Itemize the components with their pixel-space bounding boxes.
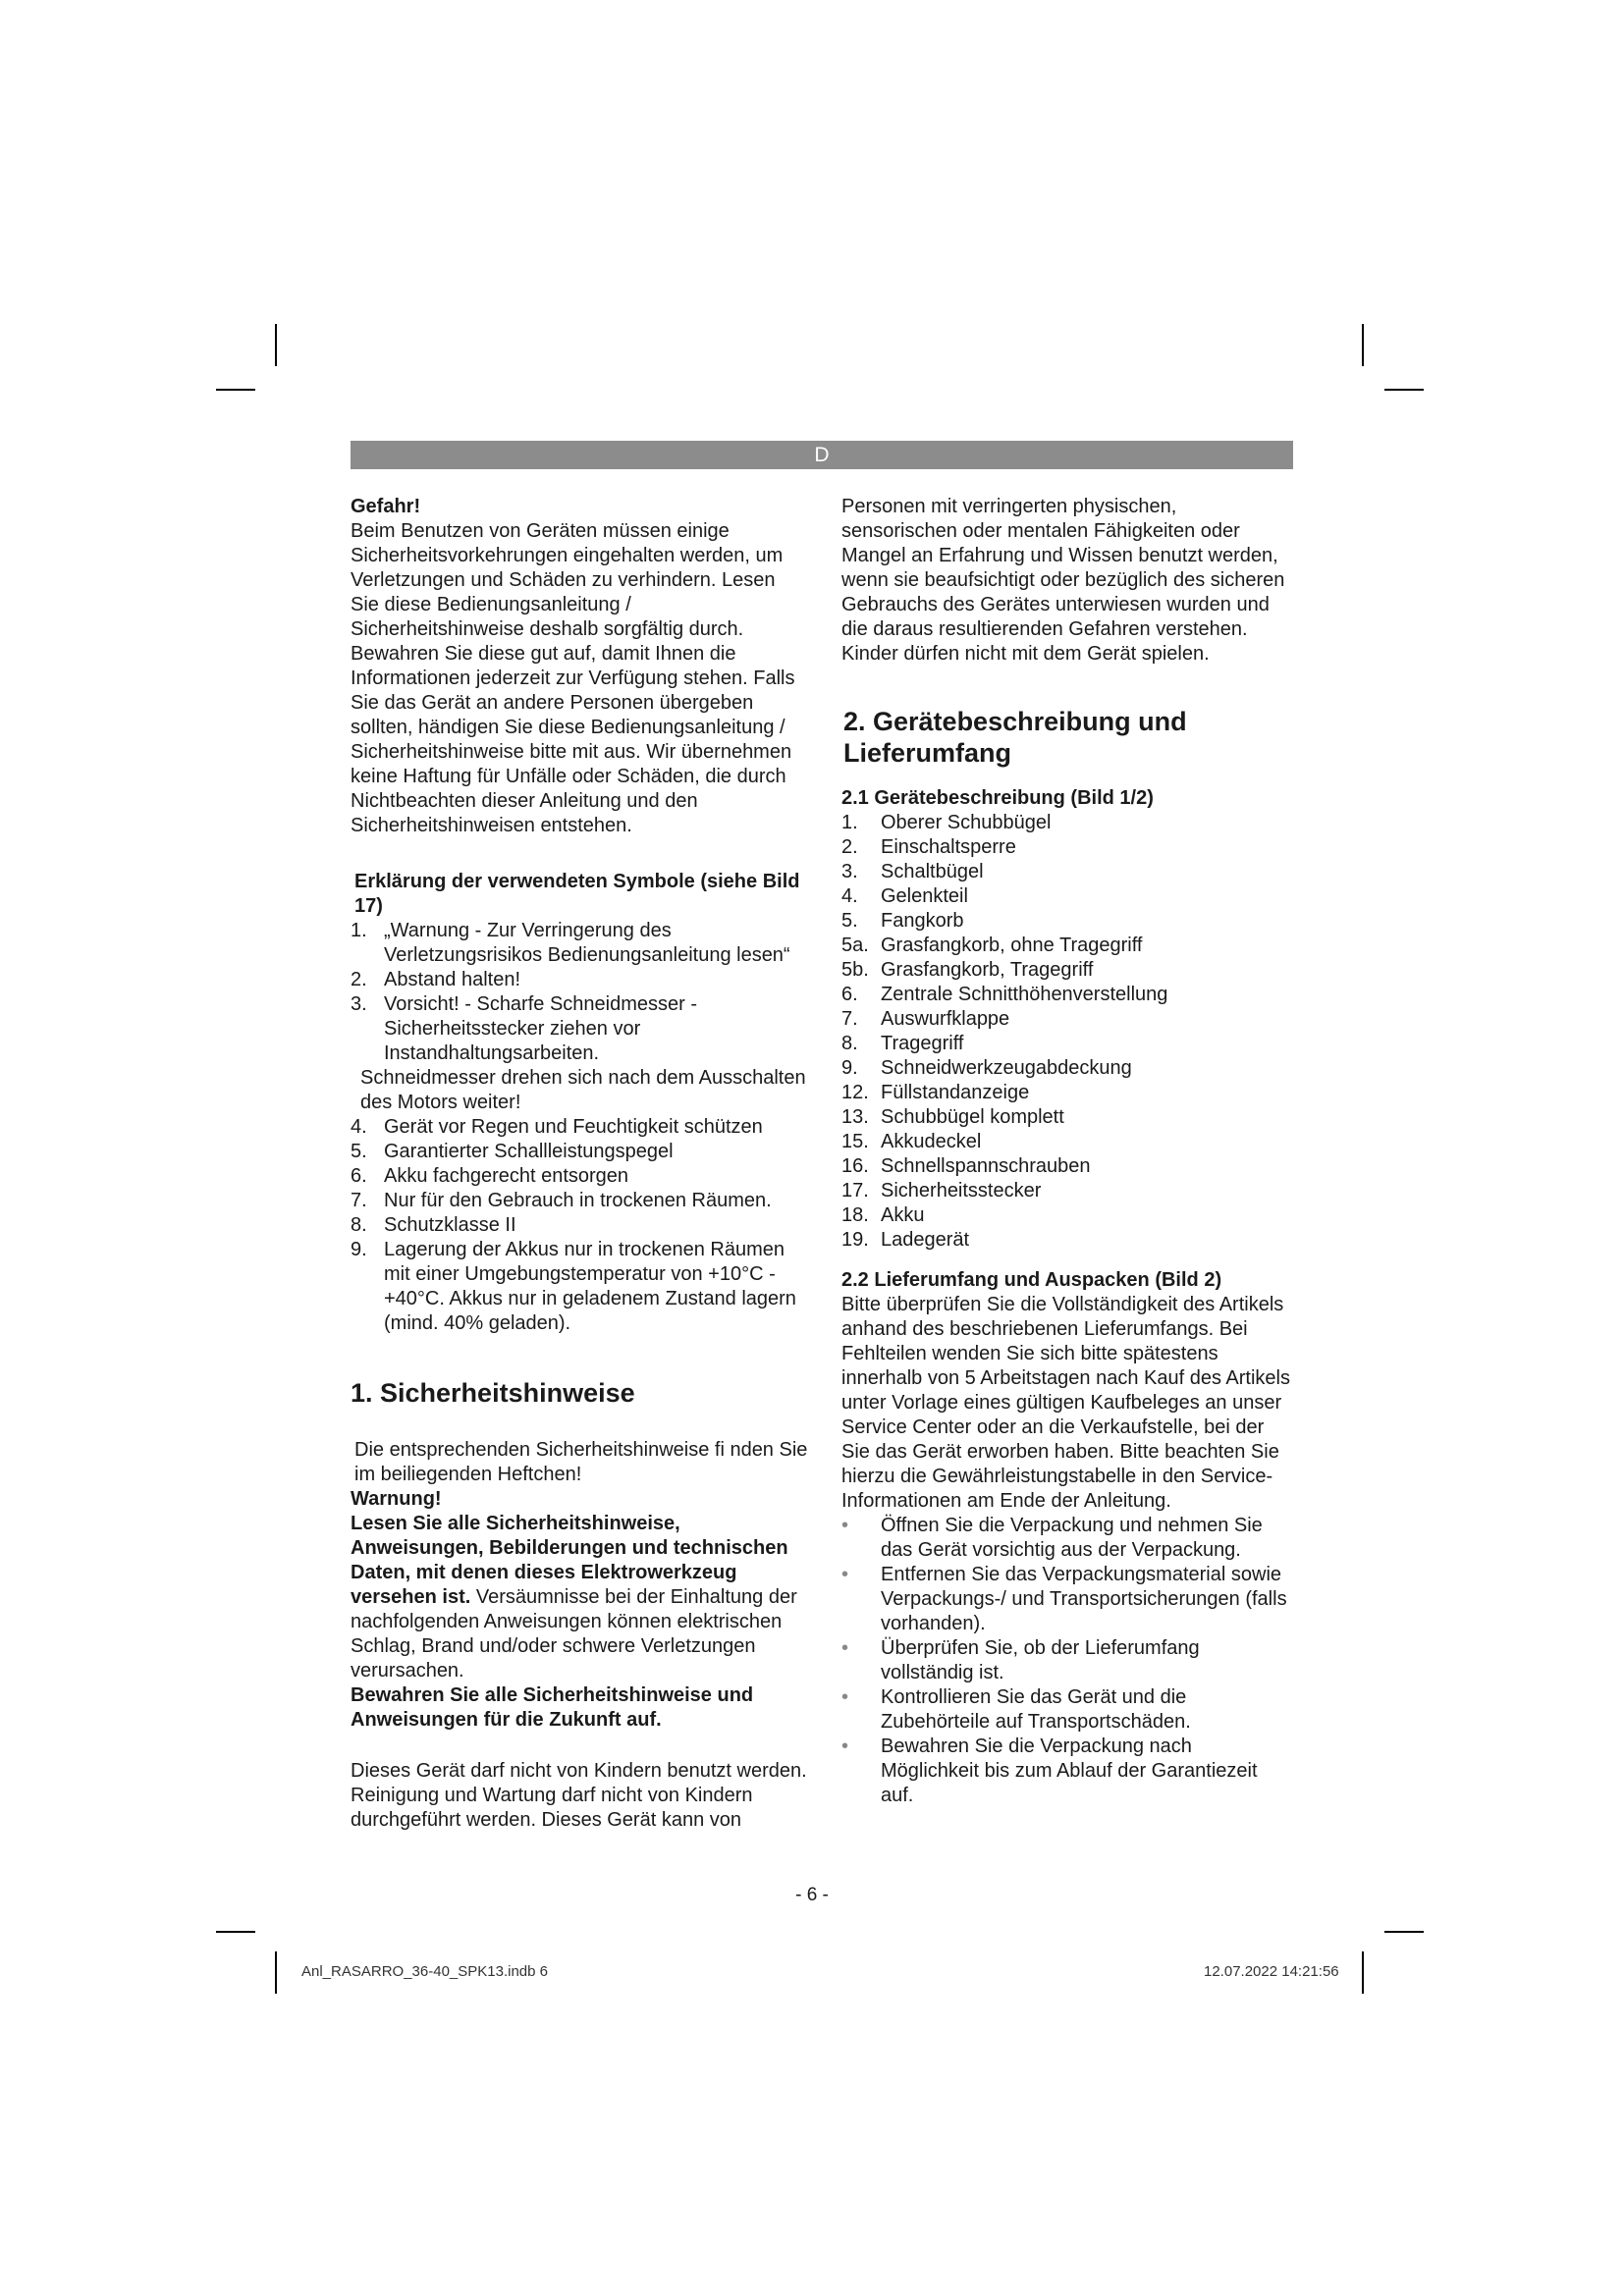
part-number: 15.: [841, 1131, 869, 1152]
bullet-icon: •: [841, 1515, 849, 1536]
subsection-2-2-title: 2.2 Lieferumfang und Auspacken (Bild 2): [841, 1269, 1222, 1291]
symbol-number: 7.: [351, 1190, 367, 1211]
symbol-number: 3.: [351, 993, 367, 1015]
part-text: Füllstandanzeige: [881, 1082, 1030, 1103]
symbol-number: 5.: [351, 1141, 367, 1162]
step-text: Entfernen Sie das Verpackungsmaterial sowie Verpackungs-/ und Transportsicherungen (falls vorhanden).: [881, 1564, 1287, 1634]
language-code: D: [814, 444, 830, 466]
crop-mark: [275, 1951, 277, 1994]
symbol-text: „Warnung - Zur Verringerung des Verletzungsrisikos Bedienungsanleitung lesen“: [384, 920, 790, 966]
parts-list: [841, 811, 1295, 1253]
page-number: - 6 -: [795, 1885, 829, 1905]
keep-instructions: Bewahren Sie alle Sicherheitshinweise und Anweisungen für die Zukunft auf.: [351, 1684, 754, 1731]
warning-paragraph: [351, 1512, 808, 1683]
part-item: [841, 860, 1295, 884]
part-number: 3.: [841, 861, 858, 882]
crop-mark: [1384, 389, 1424, 391]
bullet-icon: •: [841, 1686, 849, 1708]
danger-title: Gefahr!: [351, 496, 421, 517]
left-column: [351, 495, 808, 1833]
part-number: 6.: [841, 984, 858, 1005]
crop-mark: [1384, 1931, 1424, 1933]
part-item: [841, 1228, 1295, 1253]
part-number: 7.: [841, 1008, 858, 1030]
children-text-continued: Personen mit verringerten physischen, sensorischen oder mentalen Fähigkeiten oder Mangel an Erfahrung und Wissen benutzt werden, wenn sie beaufsichtigt oder bezüglich des sicheren Gebrauchs des Gerätes unterwiesen wurden und die daraus resultierenden Gefahren verstehen. Kinder dürfen nicht mit dem Gerät spielen.: [841, 496, 1285, 665]
symbol-text: Gerät vor Regen und Feuchtigkeit schützen: [384, 1116, 763, 1138]
symbol-item: [351, 992, 808, 1066]
symbol-text: Abstand halten!: [384, 969, 520, 990]
symbol-number: 6.: [351, 1165, 367, 1187]
symbol-number: 4.: [351, 1116, 367, 1138]
part-item: [841, 1007, 1295, 1032]
part-item: [841, 958, 1295, 983]
step-item: [841, 1636, 1295, 1685]
step-item: [841, 1514, 1295, 1563]
part-number: 5b.: [841, 959, 869, 981]
part-number: 5.: [841, 910, 858, 932]
bullet-icon: •: [841, 1735, 849, 1757]
crop-mark: [216, 1931, 255, 1933]
part-text: Schneidwerkzeugabdeckung: [881, 1057, 1132, 1079]
section1-title: 1. Sicherheitshinweise: [351, 1378, 635, 1408]
symbol-item: [351, 968, 808, 992]
part-number: 9.: [841, 1057, 858, 1079]
part-number: 1.: [841, 812, 858, 833]
part-text: Fangkorb: [881, 910, 964, 932]
symbol-text: Schutzklasse II: [384, 1214, 516, 1236]
symbol-number: 2.: [351, 969, 367, 990]
part-number: 2.: [841, 836, 858, 858]
part-item: [841, 835, 1295, 860]
footer-filename: Anl_RASARRO_36-40_SPK13.indb 6: [301, 1963, 548, 1980]
symbol-number: [351, 1066, 360, 1115]
part-item: [841, 1179, 1295, 1203]
part-number: 19.: [841, 1229, 869, 1251]
warning-bold: Lesen Sie alle Sicherheitshinweise, Anweisungen, Bebilderungen und technischen Daten, mit denen dieses Elektrowerkzeug versehen ist.: [351, 1513, 788, 1608]
part-item: [841, 811, 1295, 835]
part-text: Einschaltsperre: [881, 836, 1016, 858]
bullet-icon: •: [841, 1637, 849, 1659]
symbol-item: [351, 1164, 808, 1189]
symbol-text: Nur für den Gebrauch in trockenen Räumen.: [384, 1190, 772, 1211]
symbol-number: 1.: [351, 920, 367, 941]
part-text: Akku: [881, 1204, 925, 1226]
step-text: Überprüfen Sie, ob der Lieferumfang vollständig ist.: [881, 1637, 1200, 1683]
symbol-number: 9.: [351, 1239, 367, 1260]
subsection-2-2-text: Bitte überprüfen Sie die Vollständigkeit des Artikels anhand des beschriebenen Lieferumfangs. Bei Fehlteilen wenden Sie sich bitte spätestens innerhalb von 5 Arbeitstagen nach Kauf des Artikels unter Vorlage eines gültigen Kaufbeleges an unser Service Center oder an die Verkaufstelle, bei der Sie das Gerät erworben haben. Bitte beachten Sie hierzu die Gewährleistungstabelle in den Service-Informationen am Ende der Anleitung.: [841, 1294, 1290, 1512]
symbol-text: Vorsicht! - Scharfe Schneidmesser - Sicherheitsstecker ziehen vor Instandhaltungsarbeiten.: [384, 993, 698, 1064]
symbol-item: [351, 1213, 808, 1238]
symbol-item: [351, 1140, 808, 1164]
warning-label: Warnung!: [351, 1488, 442, 1510]
step-item: [841, 1685, 1295, 1735]
part-number: 5a.: [841, 934, 869, 956]
part-item: [841, 1081, 1295, 1105]
part-item: [841, 884, 1295, 909]
step-item: [841, 1563, 1295, 1636]
crop-mark: [1362, 1951, 1364, 1994]
part-item: [841, 1032, 1295, 1056]
part-text: Auswurfklappe: [881, 1008, 1010, 1030]
part-text: Schaltbügel: [881, 861, 984, 882]
symbol-text: Garantierter Schallleistungspegel: [384, 1141, 674, 1162]
part-item: [841, 1154, 1295, 1179]
step-text: Kontrollieren Sie das Gerät und die Zubehörteile auf Transportschäden.: [881, 1686, 1191, 1733]
symbol-item: [351, 1066, 808, 1115]
warning-text: Versäumnisse bei der Einhaltung der nachfolgenden Anweisungen können elektrischen Schlag, Brand und/oder schwere Verletzungen verursachen.: [351, 1586, 797, 1682]
symbols-list: [351, 919, 808, 1336]
crop-mark: [216, 389, 255, 391]
part-number: 17.: [841, 1180, 869, 1201]
part-text: Grasfangkorb, Tragegriff: [881, 959, 1094, 981]
part-number: 18.: [841, 1204, 869, 1226]
crop-mark: [1362, 324, 1364, 366]
unpacking-steps-list: [841, 1514, 1295, 1808]
bullet-icon: •: [841, 1564, 849, 1585]
part-number: 13.: [841, 1106, 869, 1128]
symbol-text: Schneidmesser drehen sich nach dem Ausschalten des Motors weiter!: [360, 1067, 806, 1113]
symbol-item: [351, 1238, 808, 1336]
symbol-number: 8.: [351, 1214, 367, 1236]
part-text: Gelenkteil: [881, 885, 968, 907]
part-text: Tragegriff: [881, 1033, 964, 1054]
part-item: [841, 983, 1295, 1007]
part-text: Sicherheitsstecker: [881, 1180, 1042, 1201]
right-column: [841, 495, 1295, 1808]
part-item: [841, 1203, 1295, 1228]
part-item: [841, 1130, 1295, 1154]
step-text: Bewahren Sie die Verpackung nach Möglichkeit bis zum Ablauf der Garantiezeit auf.: [881, 1735, 1258, 1806]
symbol-item: [351, 1189, 808, 1213]
part-text: Schnellspannschrauben: [881, 1155, 1091, 1177]
part-number: 4.: [841, 885, 858, 907]
symbols-title: Erklärung der verwendeten Symbole (siehe Bild 17): [354, 871, 800, 917]
part-text: Zentrale Schnitthöhenverstellung: [881, 984, 1168, 1005]
part-item: [841, 1105, 1295, 1130]
part-text: Oberer Schubbügel: [881, 812, 1052, 833]
language-header-bar: [351, 441, 1293, 469]
symbol-item: [351, 919, 808, 968]
part-item: [841, 909, 1295, 934]
section2-title: 2. Gerätebeschreibung und Lieferumfang: [843, 707, 1187, 768]
step-item: [841, 1735, 1295, 1808]
children-text: Dieses Gerät darf nicht von Kindern benutzt werden. Reinigung und Wartung darf nicht von Kindern durchgeführt werden. Dieses Gerät kann von: [351, 1760, 807, 1831]
part-text: Ladegerät: [881, 1229, 970, 1251]
danger-text: Beim Benutzen von Geräten müssen einige Sicherheitsvorkehrungen eingehalten werden, um Verletzungen und Schäden zu verhindern. Lesen Sie diese Bedienungsanleitung / Sicherheitshinweise deshalb sorgfältig durch. Bewahren Sie diese gut auf, damit Ihnen die Informationen jederzeit zur Verfügung stehen. Falls Sie das Gerät an andere Personen übergeben sollten, händigen Sie diese Bedienungsanleitung / Sicherheitshinweise bitte mit aus. Wir übernehmen keine Haftung für Unfälle oder Schäden, die durch Nichtbeachten dieser Anleitung und den Sicherheitshinweisen entstehen.: [351, 520, 795, 836]
part-number: 8.: [841, 1033, 858, 1054]
part-text: Akkudeckel: [881, 1131, 982, 1152]
part-text: Grasfangkorb, ohne Tragegriff: [881, 934, 1143, 956]
part-item: [841, 934, 1295, 958]
crop-mark: [275, 324, 277, 366]
symbol-item: [351, 1115, 808, 1140]
symbol-text: Akku fachgerecht entsorgen: [384, 1165, 629, 1187]
footer-datetime: 12.07.2022 14:21:56: [1204, 1963, 1339, 1980]
subsection-2-1-title: 2.1 Gerätebeschreibung (Bild 1/2): [841, 787, 1154, 809]
part-text: Schubbügel komplett: [881, 1106, 1064, 1128]
symbol-text: Lagerung der Akkus nur in trockenen Räumen mit einer Umgebungstemperatur von +10°C - +40°C. Akkus nur in geladenem Zustand lagern (mind. 40% geladen).: [384, 1239, 796, 1334]
part-item: [841, 1056, 1295, 1081]
part-number: 12.: [841, 1082, 869, 1103]
step-text: Öffnen Sie die Verpackung und nehmen Sie das Gerät vorsichtig aus der Verpackung.: [881, 1515, 1263, 1561]
section1-intro: Die entsprechenden Sicherheitshinweise fi nden Sie im beiliegenden Heftchen!: [354, 1439, 808, 1485]
part-number: 16.: [841, 1155, 869, 1177]
